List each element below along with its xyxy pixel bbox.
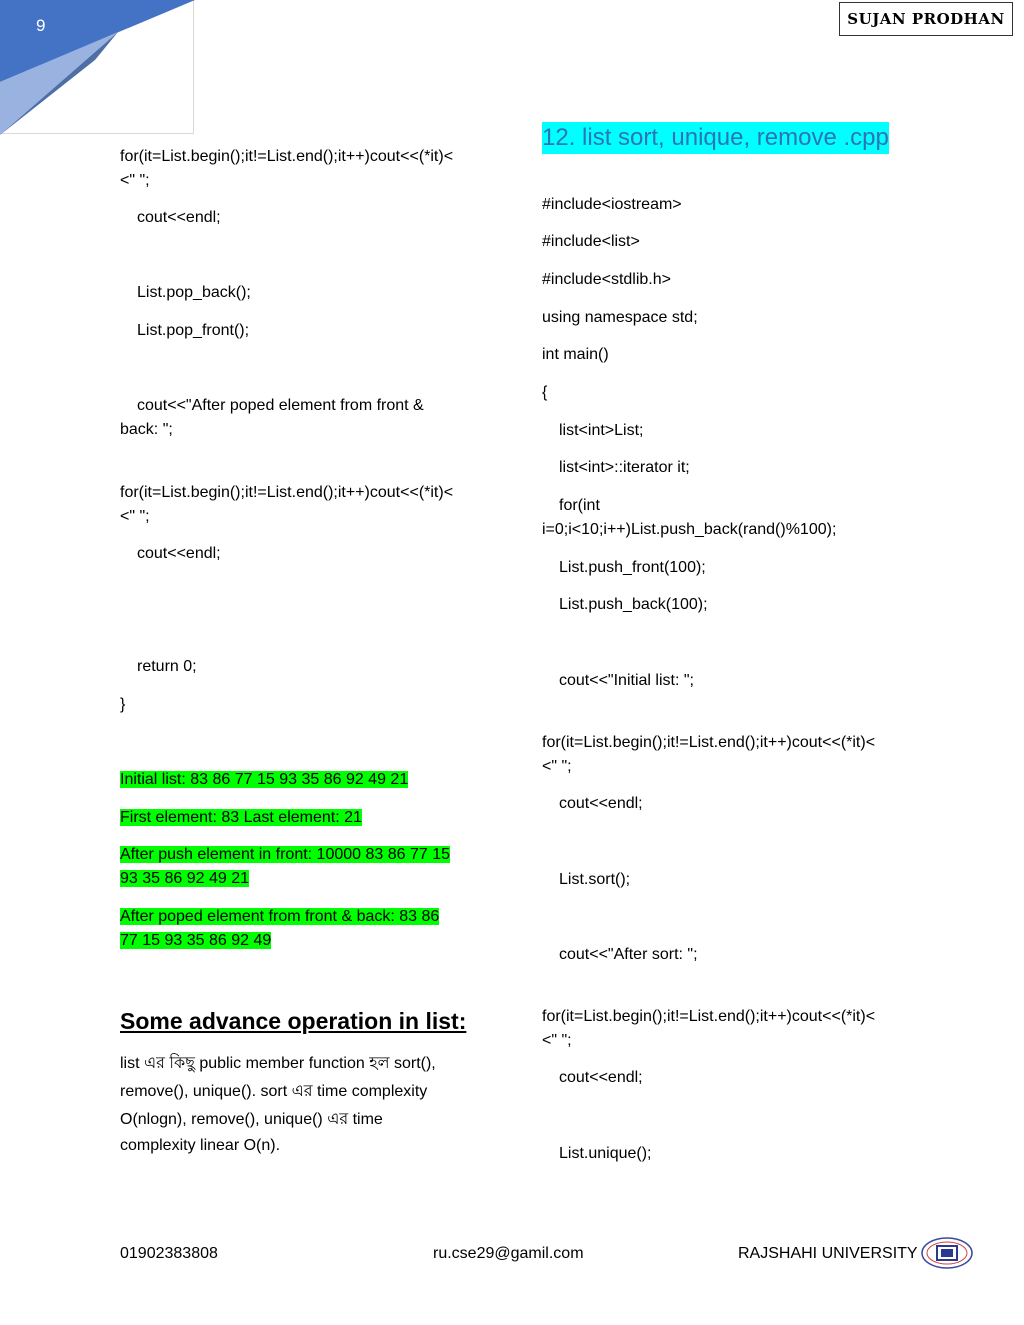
paragraph-line: O(nlogn), remove(), unique() এর time: [120, 1111, 383, 1128]
code-line: cout<<"Initial list: ";: [559, 672, 694, 689]
code-line: list<int>::iterator it;: [559, 459, 690, 476]
output-line: After poped element from front & back: 83 86: [120, 908, 440, 925]
code-line: cout<<endl;: [137, 545, 221, 562]
output-line: Initial list: 83 86 77 15 93 35 86 92 49 21: [120, 771, 409, 788]
code-line: List.pop_back();: [137, 284, 251, 301]
code-line: for(it=List.begin();it!=List.end();it++)cout<<(*it)<: [542, 1008, 876, 1025]
code-line: <" ";: [542, 1032, 572, 1049]
code-line: #include<list>: [542, 233, 640, 250]
code-line: #include<iostream>: [542, 196, 682, 213]
code-line: <" ";: [120, 508, 150, 525]
code-line: int main(): [542, 346, 609, 363]
code-line: for(it=List.begin();it!=List.end();it++)cout<<(*it)<: [120, 148, 454, 165]
output-line: 93 35 86 92 49 21: [120, 870, 250, 887]
section-heading: Some advance operation in list:: [120, 1008, 467, 1034]
code-line: list<int>List;: [559, 422, 644, 439]
code-line: List.push_back(100);: [559, 596, 708, 613]
paragraph-line: complexity linear O(n).: [120, 1137, 281, 1154]
code-line: cout<<"After poped element from front &: [137, 397, 424, 414]
code-line: using namespace std;: [542, 309, 698, 326]
footer-phone: 01902383808: [120, 1245, 218, 1262]
code-line: cout<<endl;: [559, 1069, 643, 1086]
code-line: cout<<endl;: [137, 209, 221, 226]
university-logo-icon: [920, 1236, 974, 1270]
code-line: List.sort();: [559, 871, 631, 888]
code-line: #include<stdlib.h>: [542, 271, 671, 288]
code-line: for(int: [559, 497, 600, 514]
footer-university: RAJSHAHI UNIVERSITY: [738, 1245, 918, 1262]
author-name-box: SUJAN PRODHAN: [839, 2, 1013, 36]
code-line: for(it=List.begin();it!=List.end();it++)cout<<(*it)<: [120, 484, 454, 501]
output-line: First element: 83 Last element: 21: [120, 809, 362, 826]
code-line: List.push_front(100);: [559, 559, 706, 576]
code-line: List.unique();: [559, 1145, 652, 1162]
output-line: 77 15 93 35 86 92 49: [120, 932, 272, 949]
code-line: return 0;: [137, 658, 197, 675]
page-number: 9: [36, 16, 46, 35]
corner-decoration: [0, 0, 195, 135]
corner-triangle-graphic: [0, 0, 195, 135]
paragraph-line: remove(), unique(). sort এর time complexity: [120, 1083, 428, 1100]
code-line: cout<<endl;: [559, 795, 643, 812]
code-line: for(it=List.begin();it!=List.end();it++)cout<<(*it)<: [542, 734, 876, 751]
code-line: i=0;i<10;i++)List.push_back(rand()%100);: [542, 521, 837, 538]
code-line: cout<<"After sort: ";: [559, 946, 698, 963]
code-line: <" ";: [542, 758, 572, 775]
code-line: List.pop_front();: [137, 322, 250, 339]
code-line: }: [120, 696, 126, 713]
paragraph-line: list এর কিছু public member function হল sort(),: [120, 1055, 436, 1072]
code-line: back: ";: [120, 421, 173, 438]
section-title: 12. list sort, unique, remove .cpp: [542, 122, 889, 154]
output-line: After push element in front: 10000 83 86 77 15: [120, 846, 451, 863]
footer-email: ru.cse29@gamil.com: [433, 1245, 584, 1262]
code-line: <" ";: [120, 172, 150, 189]
code-line: {: [542, 384, 548, 401]
